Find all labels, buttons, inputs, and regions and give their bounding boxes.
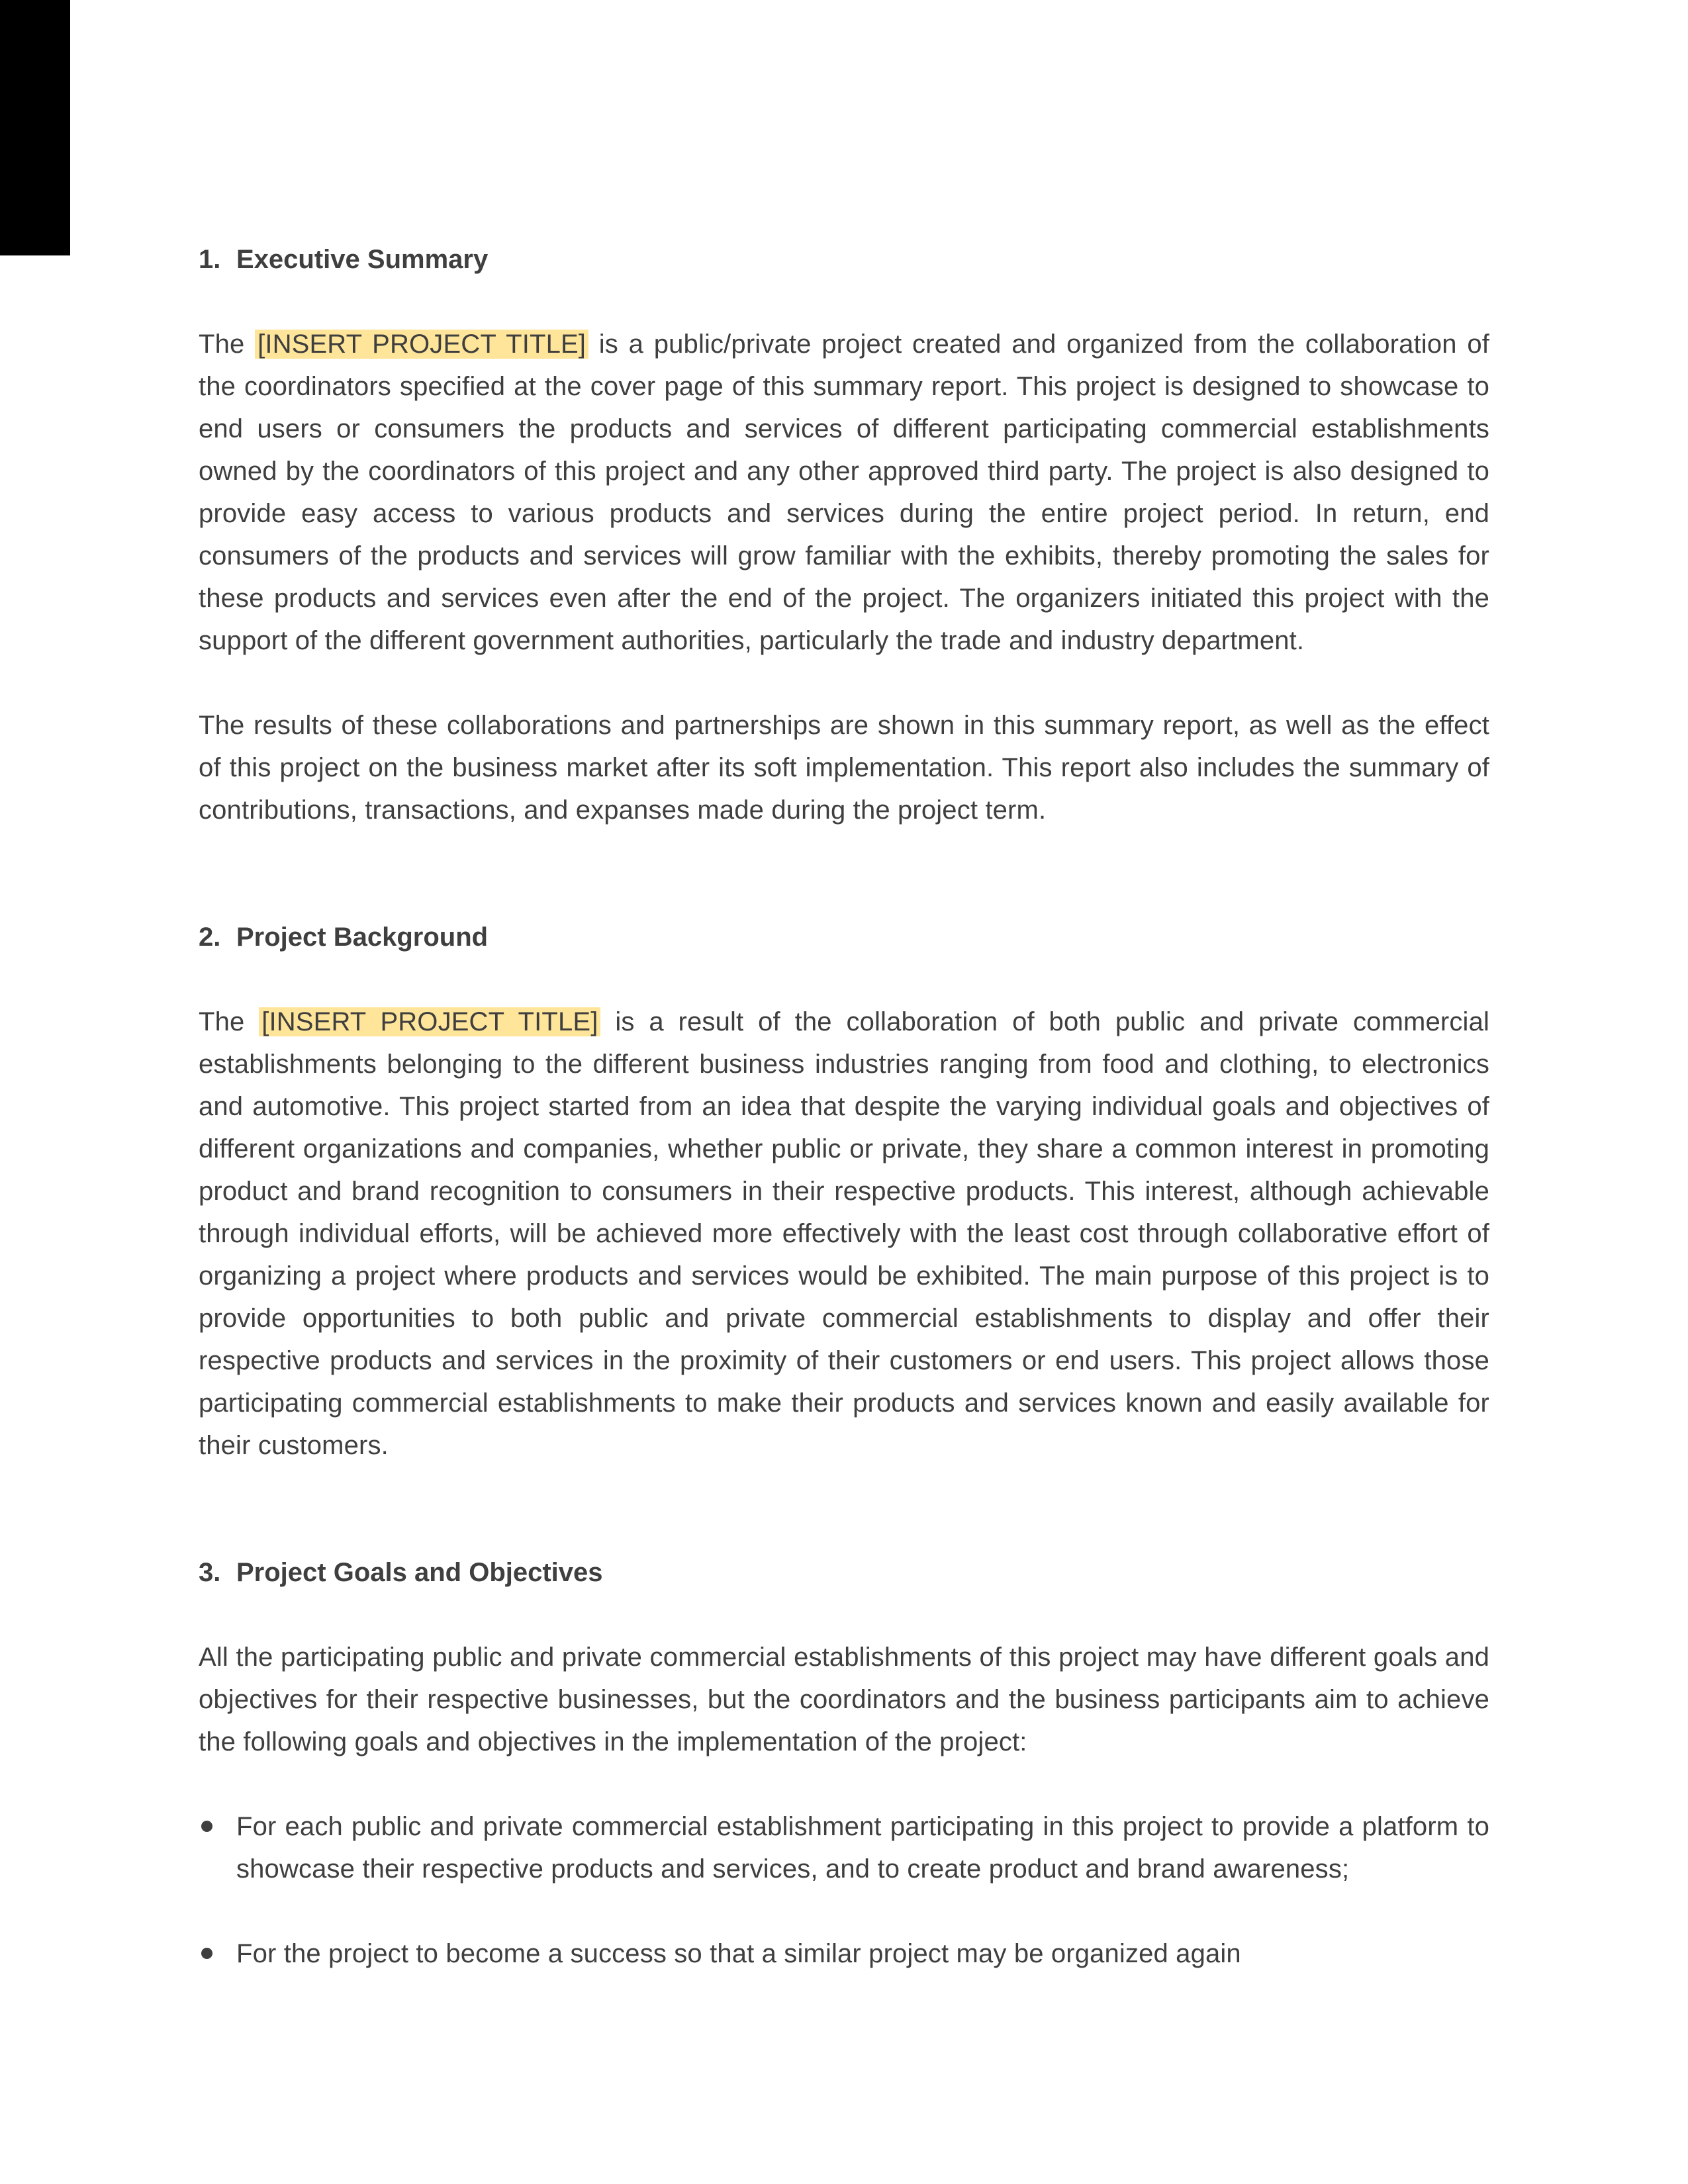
goals-list xyxy=(199,1805,1489,1975)
section-number: 1. xyxy=(199,245,221,274)
section-spacer xyxy=(199,831,1489,916)
paragraph xyxy=(199,323,1489,662)
section-heading xyxy=(199,1551,1489,1594)
section-executive-summary xyxy=(199,238,1489,831)
bullet-icon xyxy=(201,1948,212,1959)
section-goals-objectives xyxy=(199,1551,1489,1975)
paragraph: The results of these collaborations and partnerships are shown in this summary report, as well as the effect of this project on the business market after its soft implementation. This report also includes the summary of contributions, transactions, and expanses made during the project term. xyxy=(199,711,1489,825)
section-project-background xyxy=(199,916,1489,1467)
paragraph xyxy=(199,1001,1489,1467)
paragraph-text: The xyxy=(199,330,256,359)
list-item xyxy=(199,1805,1489,1890)
corner-tab-marker xyxy=(0,0,70,255)
paragraph-text: The xyxy=(199,1007,259,1036)
paragraph: All the participating public and private commercial establishments of this project may have different goals and objectives for their respective businesses, but the coordinators and the business participants aim to achieve the following goals and objectives in the implementation of the project: xyxy=(199,1643,1489,1756)
section-spacer xyxy=(199,1467,1489,1551)
project-title-placeholder[interactable]: [INSERT PROJECT TITLE] xyxy=(259,1007,600,1036)
list-item-text: For the project to become a success so that a similar project may be organized again xyxy=(236,1939,1241,1968)
list-item-text: For each public and private commercial establishment participating in this project to provide a platform to showcase their respective products and services, and to create product and brand awareness; xyxy=(236,1812,1489,1884)
paragraph-text: is a result of the collaboration of both public and private commercial establishments belonging to the different business industries ranging from food and clothing, to electronics and automotive. This project started from an idea that despite the varying individual goals and objectives of different organizations and companies, whether public or private, they share a common interest in promoting product and brand recognition to consumers in their respective products. This interest, although achievable through individual efforts, will be achieved more effectively with the least cost through collaborative effort of organizing a project where products and services would be exhibited. The main purpose of this project is to provide opportunities to both public and private commercial establishments to display and offer their respective products and services in the proximity of their customers or end users. This project allows those participating commercial establishments to make their products and services known and easily available for their customers. xyxy=(199,1007,1489,1460)
bullet-icon xyxy=(201,1821,212,1832)
list-item xyxy=(199,1933,1489,1975)
section-heading xyxy=(199,916,1489,958)
section-title: Executive Summary xyxy=(236,245,489,274)
section-title: Project Goals and Objectives xyxy=(236,1558,603,1587)
project-title-placeholder[interactable]: [INSERT PROJECT TITLE] xyxy=(255,330,588,359)
section-number: 2. xyxy=(199,923,221,952)
document-body xyxy=(199,238,1489,1975)
section-heading xyxy=(199,238,1489,281)
paragraph-text: is a public/private project created and organized from the collaboration of the coordinators specified at the cover page of this summary report. This project is designed to showcase to end users or consumers the products and services of different participating commercial establishments owned by the coordinators of this project and any other approved third party. The project is also designed to provide easy access to various products and services during the entire project period. In return, end consumers of the products and services will grow familiar with the exhibits, thereby promoting the sales for these products and services even after the end of the project. The organizers initiated this project with the support of the different government authorities, particularly the trade and industry department. xyxy=(199,330,1489,655)
section-number: 3. xyxy=(199,1558,221,1587)
section-title: Project Background xyxy=(236,923,489,952)
